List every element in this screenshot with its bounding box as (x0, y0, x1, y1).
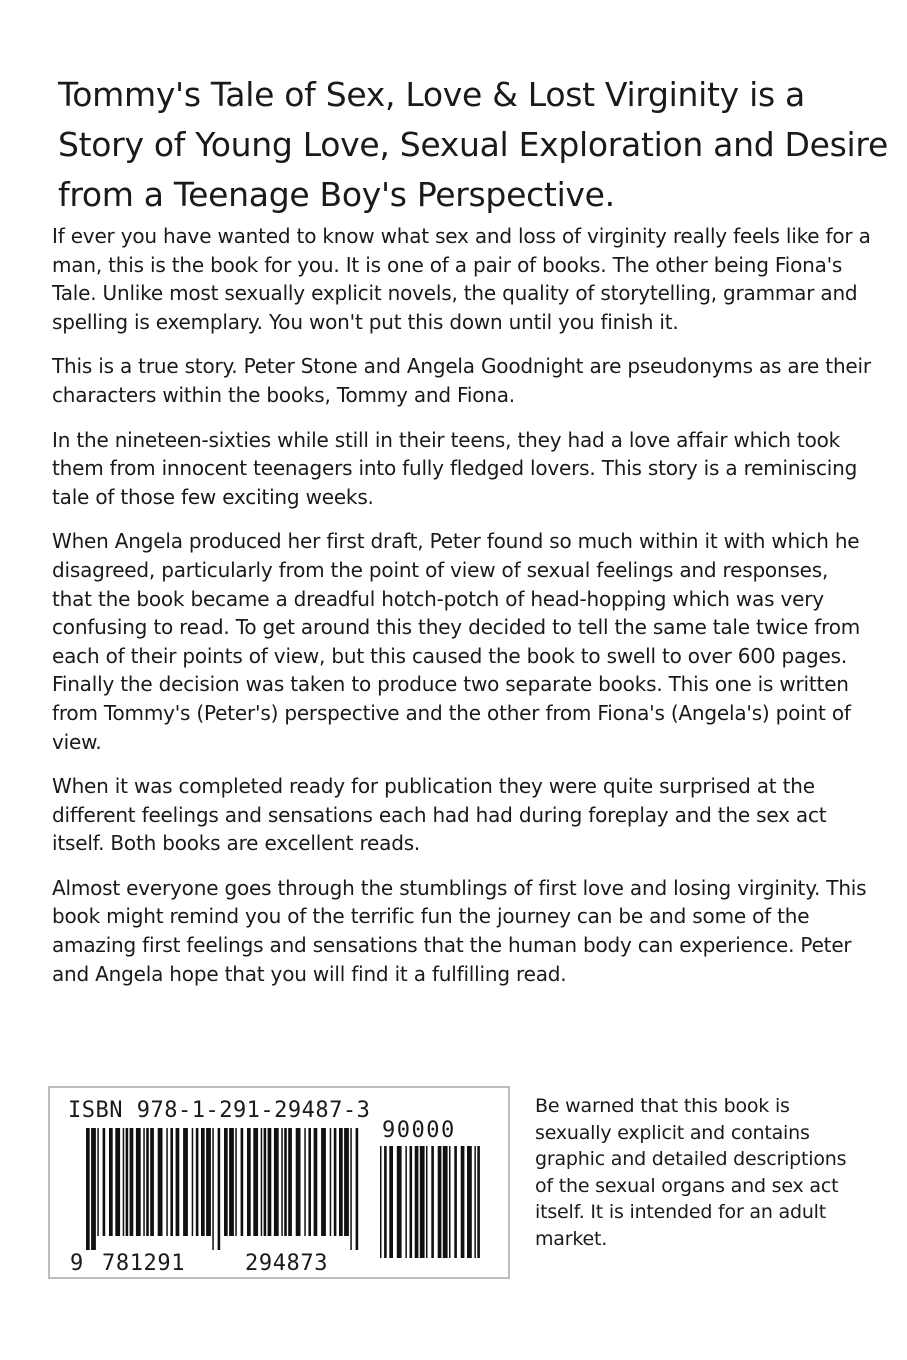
barcode-bar (201, 1128, 205, 1236)
barcode-bar (192, 1128, 194, 1236)
barcode-bar (235, 1128, 237, 1236)
barcode-bar (183, 1128, 188, 1236)
barcode-bar (281, 1128, 283, 1236)
barcode-bar (109, 1128, 113, 1236)
barcode-bar (350, 1128, 352, 1250)
barcode-bar (136, 1128, 141, 1236)
barcode-bar (304, 1128, 306, 1236)
barcode-bar (218, 1128, 221, 1250)
barcode-bar (261, 1128, 263, 1236)
barcode-bar (143, 1128, 145, 1236)
barcode-bar (150, 1128, 154, 1236)
barcode-first-digit: 9 (70, 1251, 84, 1276)
barcode-bar (410, 1146, 413, 1258)
barcode-bar (380, 1146, 382, 1258)
barcode-bar (176, 1128, 180, 1236)
barcode-bar (443, 1146, 448, 1258)
blurb-paragraph-4: When Angela produced her first draft, Peter found so much within it with which he disagreed, particularly from the point of view of sexual feelings and responses, that the book became a dreadful hotch-potch of head-hopping which was very confusing to read. To get around this they decided to tell the same tale twice from each of their points of view, but this caused the book to swell to over 600 pages. Finally the decision was taken to produce two separate books. This one is written from Tommy's (Peter's) perspective and the other from Fiona's (Angela's) point of view. (52, 529, 861, 754)
barcode-bar (397, 1146, 402, 1258)
barcode-bar (454, 1146, 457, 1258)
barcode-bar (97, 1128, 99, 1236)
barcode-bar (170, 1128, 173, 1236)
barcode-bar (229, 1128, 234, 1236)
barcode-bar (268, 1128, 272, 1236)
barcode-bar (224, 1128, 228, 1236)
barcode-bar (126, 1128, 129, 1236)
isbn-barcode (48, 1086, 510, 1279)
barcode-bar (296, 1128, 301, 1236)
barcode-bar (356, 1128, 359, 1250)
barcode-bar (264, 1128, 267, 1236)
isbn-label: ISBN 978-1-291-29487-3 (68, 1098, 371, 1123)
barcode-bar (158, 1128, 163, 1236)
blurb (52, 222, 872, 1004)
barcode-bar (321, 1128, 326, 1236)
barcode-bar (247, 1128, 251, 1236)
barcode-bar (384, 1146, 387, 1258)
blurb-paragraph-5: When it was completed ready for publication they were quite surprised at the different feelings and sensations each had had during foreplay and the sex act itself. Both books are excellent reads. (52, 774, 827, 856)
barcode-bar (91, 1128, 96, 1250)
barcode-bar (212, 1128, 214, 1250)
barcode-bar (389, 1146, 393, 1258)
barcode-bar (344, 1128, 349, 1236)
barcode-bar (284, 1128, 287, 1236)
barcode-bar (449, 1146, 451, 1258)
barcode-bar (474, 1146, 476, 1258)
barcode-bar (330, 1128, 332, 1236)
blurb-paragraph-6: Almost everyone goes through the stumblings of first love and losing virginity. This book might remind you of the terrific fun the journey can be and some of the amazing first feelings and sensations that the human body can experience. Peter and Angela hope that you will find it a fulfilling read. (52, 875, 867, 986)
barcode-bar (130, 1128, 134, 1236)
barcode-bar (86, 1128, 90, 1250)
barcode-bar (253, 1128, 258, 1236)
blurb-paragraph-2: This is a true story. Peter Stone and Angela Goodnight are pseudonyms as are their characters within the books, Tommy and Fiona. (52, 354, 871, 407)
barcode-bar (438, 1146, 442, 1258)
barcode-bar (461, 1146, 465, 1258)
barcode-bar (103, 1128, 106, 1236)
barcode-bar (206, 1128, 211, 1236)
barcode-bar (123, 1128, 125, 1236)
barcode-addon-digits: 90000 (382, 1118, 456, 1143)
blurb-paragraph-1: If ever you have wanted to know what sex and loss of virginity really feels like for a man, this is the book for you. It is one of a pair of books. The other being Fiona's Tale. Unlike most sexually explicit novels, the quality of storytelling, grammar and spelling is exemplary. You won't put this down until you finish it. (52, 224, 871, 334)
headline: Tommy's Tale of Sex, Love & Lost Virginity is a Story of Young Love, Sexual Exploration and Desire from a Teenage Boy's Perspective. (58, 75, 888, 214)
barcode-bar (274, 1128, 279, 1236)
barcode-bar (420, 1146, 425, 1258)
barcode-bar (334, 1128, 337, 1236)
barcode-right-digits: 294873 (245, 1251, 329, 1276)
barcode-bar (308, 1128, 311, 1236)
barcode-left-digits: 781291 (102, 1251, 186, 1276)
barcode-bar (405, 1146, 407, 1258)
barcode-bar (477, 1146, 480, 1258)
barcode-bar (339, 1128, 343, 1236)
barcode-bar (314, 1128, 318, 1236)
barcode-bar (146, 1128, 149, 1236)
barcode-bar (467, 1146, 472, 1258)
barcode-bar (288, 1128, 292, 1236)
barcode-bar (115, 1128, 120, 1236)
barcode-bar (196, 1128, 199, 1236)
barcode-bar (241, 1128, 244, 1236)
barcode-bar (426, 1146, 428, 1258)
barcode-bar (415, 1146, 419, 1258)
barcode-bar (166, 1128, 168, 1236)
adult-content-warning: Be warned that this book is sexually explicit and contains graphic and detailed descriptions of the sexual organs and sex act itself. It is intended for an adult market. (535, 1095, 847, 1250)
barcode-bar (431, 1146, 434, 1258)
blurb-paragraph-3: In the nineteen-sixties while still in their teens, they had a love affair which took them from innocent teenagers into fully fledged lovers. This story is a reminiscing tale of those few exciting weeks. (52, 427, 858, 509)
